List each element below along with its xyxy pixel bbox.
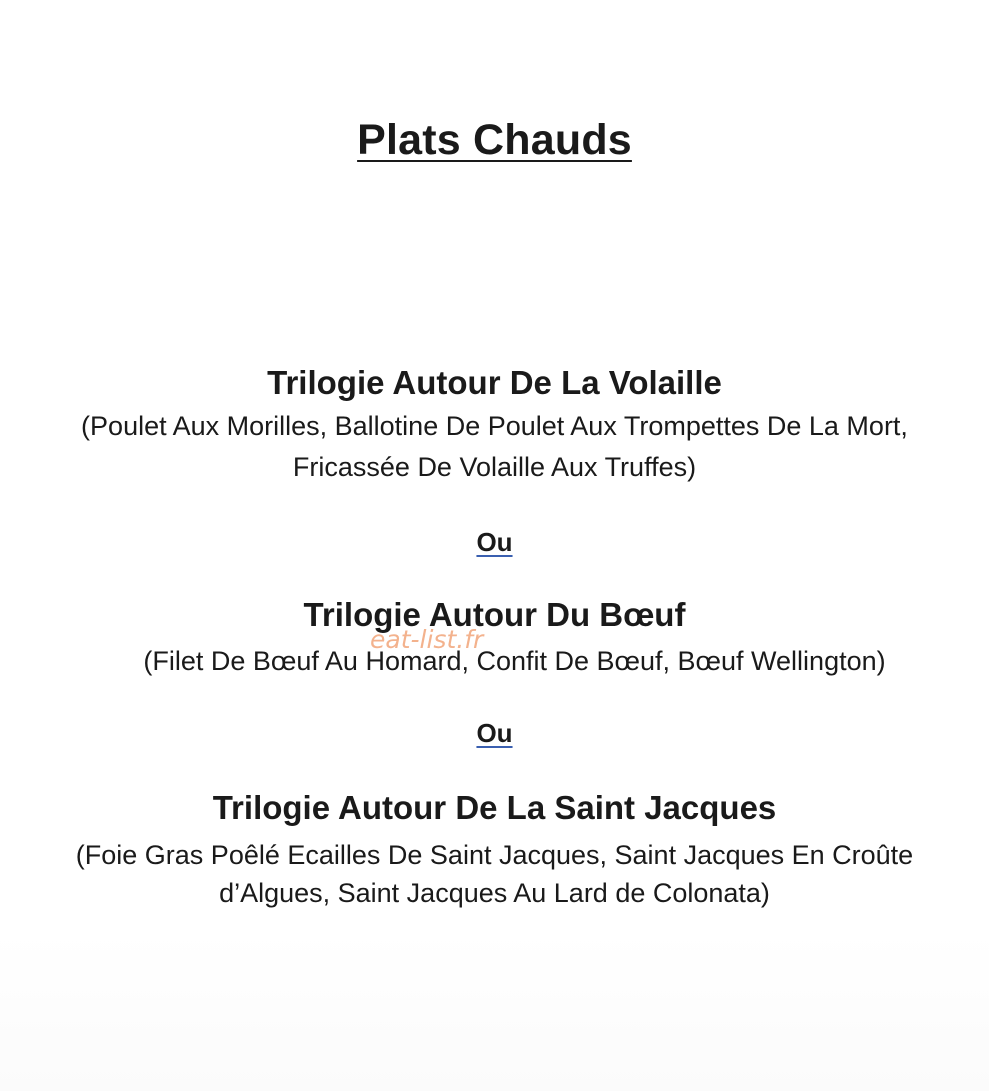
dish-description-line: (Poulet Aux Morilles, Ballotine De Poulet Aux Trompettes De La Mort, — [81, 411, 908, 441]
dish-name-boeuf: Trilogie Autour Du Bœuf — [303, 596, 686, 633]
menu-title: Plats Chauds — [357, 116, 632, 164]
separator-ou: Ou — [476, 718, 513, 748]
dish-name-volaille: Trilogie Autour De La Volaille — [267, 364, 722, 401]
dish-description-line: (Foie Gras Poêlé Ecailles De Saint Jacques, Saint Jacques En Croûte — [75, 840, 914, 870]
watermark: eat-list.fr — [370, 625, 484, 654]
separator-ou: Ou — [476, 527, 513, 557]
dish-description-line: d’Algues, Saint Jacques Au Lard de Colonata) — [219, 878, 770, 908]
dish-name-saint-jacques: Trilogie Autour De La Saint Jacques — [212, 789, 777, 826]
page-shadow — [0, 930, 989, 1091]
dish-description-line: (Filet De Bœuf Au Homard, Confit De Bœuf, Bœuf Wellington) — [143, 646, 886, 676]
dish-description-line: Fricassée De Volaille Aux Truffes) — [292, 452, 697, 482]
